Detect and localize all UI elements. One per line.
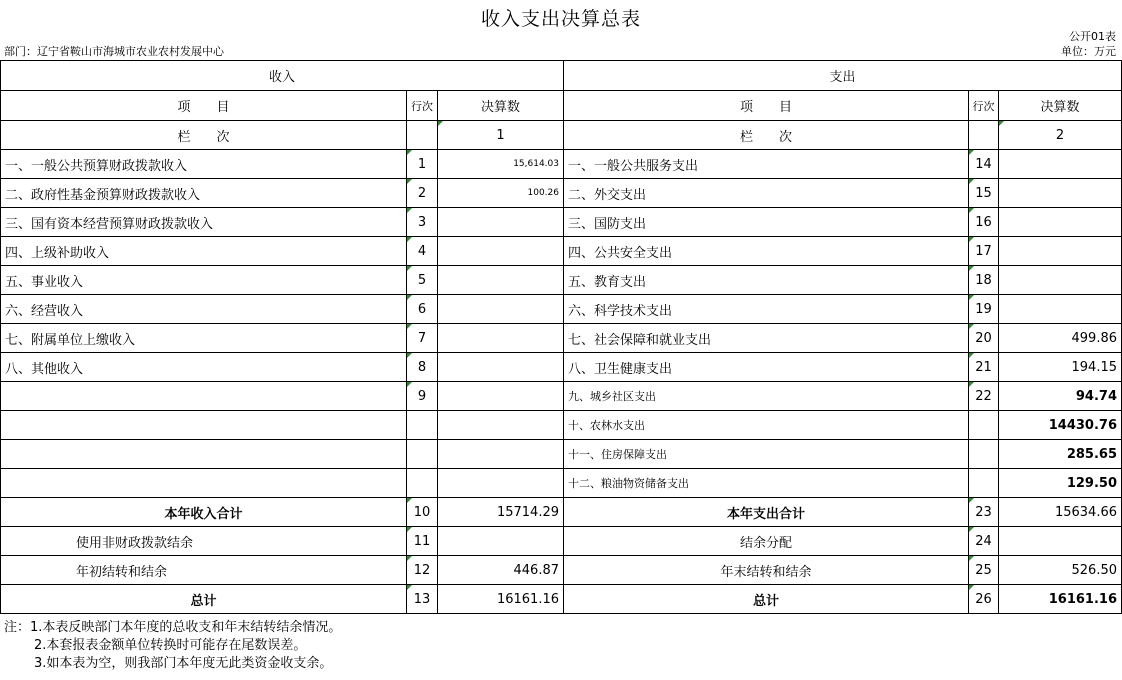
report-title: 收入支出决算总表 xyxy=(480,8,641,30)
surplus-distribution-label: 结余分配 xyxy=(564,527,969,556)
expense-item-label: 十、农林水支出 xyxy=(564,411,969,440)
table-row xyxy=(1,469,1122,498)
year-expense-total-rowno: 23 xyxy=(969,498,999,527)
year-income-total-amount: 15714.29 xyxy=(438,498,564,527)
surplus-distribution-rowno: 24 xyxy=(969,527,999,556)
table-row xyxy=(1,208,1122,237)
income-row-number: 7 xyxy=(407,324,438,353)
footnotes xyxy=(4,619,341,673)
column-header-row xyxy=(1,91,1122,121)
income-item-label: 二、政府性基金预算财政拨款收入 xyxy=(1,179,407,208)
expense-row-number: 17 xyxy=(969,237,999,266)
expense-amount xyxy=(999,208,1122,237)
income-item-label xyxy=(1,382,407,411)
income-row-number: 9 xyxy=(407,382,438,411)
income-item-label: 四、上级补助收入 xyxy=(1,237,407,266)
income-amount: 100.26 xyxy=(438,179,564,208)
expense-item-label: 十二、粮油物资储备支出 xyxy=(564,469,969,498)
section-header-row xyxy=(1,61,1122,91)
expense-amount: 129.50 xyxy=(999,469,1122,498)
expense-row-number xyxy=(969,469,999,498)
table-row xyxy=(1,295,1122,324)
income-item-label xyxy=(1,440,407,469)
income-item-label: 一、一般公共预算财政拨款收入 xyxy=(1,150,407,179)
year-expense-total-label: 本年支出合计 xyxy=(564,498,969,527)
table-row xyxy=(1,150,1122,179)
income-row-number: 8 xyxy=(407,353,438,382)
nonfiscal-surplus-rowno: 11 xyxy=(407,527,438,556)
table-code: 公开01表 xyxy=(1069,30,1116,43)
income-amount xyxy=(438,266,564,295)
table-row xyxy=(1,266,1122,295)
year-income-total-rowno: 10 xyxy=(407,498,438,527)
income-amount xyxy=(438,382,564,411)
income-rowno-header: 行次 xyxy=(407,91,438,121)
beginning-balance-rowno: 12 xyxy=(407,556,438,585)
grand-total-expense-rowno: 26 xyxy=(969,585,999,614)
expense-item-label: 二、外交支出 xyxy=(564,179,969,208)
income-item-label xyxy=(1,411,407,440)
footnote-1: 注：1.本表反映部门本年度的总收支和年末结转结余情况。 xyxy=(4,620,342,635)
column-number-row xyxy=(1,121,1122,150)
table-row xyxy=(1,440,1122,469)
expense-item-label: 三、国防支出 xyxy=(564,208,969,237)
ending-balance-label: 年末结转和结余 xyxy=(564,556,969,585)
income-amount xyxy=(438,295,564,324)
expense-amount xyxy=(999,179,1122,208)
expense-row-number: 18 xyxy=(969,266,999,295)
table-row xyxy=(1,411,1122,440)
expense-section-header: 支出 xyxy=(564,61,1122,91)
expense-amount xyxy=(999,237,1122,266)
expense-item-label: 十一、住房保障支出 xyxy=(564,440,969,469)
income-amount xyxy=(438,353,564,382)
income-expense-table xyxy=(0,60,1122,614)
beginning-balance-amount: 446.87 xyxy=(438,556,564,585)
income-item-header: 项 目 xyxy=(1,91,407,121)
table-row xyxy=(1,237,1122,266)
grand-total-expense-label: 总计 xyxy=(564,585,969,614)
grand-total-income-rowno: 13 xyxy=(407,585,438,614)
table-row xyxy=(1,527,1122,556)
beginning-balance-label: 年初结转和结余 xyxy=(1,556,407,585)
expense-row-number: 20 xyxy=(969,324,999,353)
income-row-number: 1 xyxy=(407,150,438,179)
expense-col-number: 2 xyxy=(999,121,1122,150)
income-row-number: 2 xyxy=(407,179,438,208)
expense-item-label: 六、科学技术支出 xyxy=(564,295,969,324)
income-amount xyxy=(438,208,564,237)
income-row-number xyxy=(407,440,438,469)
income-section-header: 收入 xyxy=(1,61,564,91)
expense-amount: 285.65 xyxy=(999,440,1122,469)
expense-amount xyxy=(999,266,1122,295)
expense-amount xyxy=(999,150,1122,179)
year-expense-total-amount: 15634.66 xyxy=(999,498,1122,527)
income-amount xyxy=(438,324,564,353)
expense-row-number: 22 xyxy=(969,382,999,411)
expense-amount: 194.15 xyxy=(999,353,1122,382)
income-item-label: 五、事业收入 xyxy=(1,266,407,295)
department-label: 部门：辽宁省鞍山市海城市农业农村发展中心 xyxy=(4,45,224,58)
expense-lanci-label: 栏 次 xyxy=(564,121,969,150)
income-amount xyxy=(438,237,564,266)
income-item-label xyxy=(1,469,407,498)
expense-rowno-header: 行次 xyxy=(969,91,999,121)
expense-item-label: 四、公共安全支出 xyxy=(564,237,969,266)
expense-item-label: 八、卫生健康支出 xyxy=(564,353,969,382)
expense-row-number: 16 xyxy=(969,208,999,237)
expense-row-number xyxy=(969,440,999,469)
income-amount xyxy=(438,411,564,440)
income-lanci-rowno xyxy=(407,121,438,150)
income-item-label: 八、其他收入 xyxy=(1,353,407,382)
table-row xyxy=(1,382,1122,411)
expense-amount xyxy=(999,295,1122,324)
year-total-row xyxy=(1,498,1122,527)
grand-total-expense-amount: 16161.16 xyxy=(999,585,1122,614)
ending-balance-amount: 526.50 xyxy=(999,556,1122,585)
income-row-number: 6 xyxy=(407,295,438,324)
table-row xyxy=(1,353,1122,382)
expense-row-number: 19 xyxy=(969,295,999,324)
year-income-total-label: 本年收入合计 xyxy=(1,498,407,527)
income-amount xyxy=(438,440,564,469)
expense-row-number: 14 xyxy=(969,150,999,179)
income-item-label: 六、经营收入 xyxy=(1,295,407,324)
expense-amount: 499.86 xyxy=(999,324,1122,353)
expense-row-number: 15 xyxy=(969,179,999,208)
grand-total-income-label: 总计 xyxy=(1,585,407,614)
expense-item-label: 一、一般公共服务支出 xyxy=(564,150,969,179)
expense-row-number xyxy=(969,411,999,440)
income-lanci-label: 栏 次 xyxy=(1,121,407,150)
income-col-number: 1 xyxy=(438,121,564,150)
ending-balance-rowno: 25 xyxy=(969,556,999,585)
surplus-distribution-amount xyxy=(999,527,1122,556)
expense-item-label: 七、社会保障和就业支出 xyxy=(564,324,969,353)
expense-amount: 14430.76 xyxy=(999,411,1122,440)
income-item-label: 三、国有资本经营预算财政拨款收入 xyxy=(1,208,407,237)
table-row xyxy=(1,324,1122,353)
expense-item-label: 九、城乡社区支出 xyxy=(564,382,969,411)
income-row-number xyxy=(407,469,438,498)
income-row-number: 3 xyxy=(407,208,438,237)
expense-item-header: 项 目 xyxy=(564,91,969,121)
income-row-number: 4 xyxy=(407,237,438,266)
expense-amount: 94.74 xyxy=(999,382,1122,411)
grand-total-income-amount: 16161.16 xyxy=(438,585,564,614)
income-item-label: 七、附属单位上缴收入 xyxy=(1,324,407,353)
footnote-2: 2.本套报表金额单位转换时可能存在尾数误差。 xyxy=(34,638,307,653)
income-amount: 15,614.03 xyxy=(438,150,564,179)
expense-row-number: 21 xyxy=(969,353,999,382)
expense-lanci-rowno xyxy=(969,121,999,150)
unit-label: 单位：万元 xyxy=(1061,45,1116,58)
nonfiscal-surplus-amount xyxy=(438,527,564,556)
income-row-number: 5 xyxy=(407,266,438,295)
table-row xyxy=(1,556,1122,585)
income-amount xyxy=(438,469,564,498)
nonfiscal-surplus-label: 使用非财政拨款结余 xyxy=(1,527,407,556)
expense-amount-header: 决算数 xyxy=(999,91,1122,121)
table-row xyxy=(1,179,1122,208)
footnote-3: 3.如本表为空，则我部门本年度无此类资金收支余。 xyxy=(34,656,333,671)
grand-total-row xyxy=(1,585,1122,614)
income-row-number xyxy=(407,411,438,440)
expense-item-label: 五、教育支出 xyxy=(564,266,969,295)
income-amount-header: 决算数 xyxy=(438,91,564,121)
